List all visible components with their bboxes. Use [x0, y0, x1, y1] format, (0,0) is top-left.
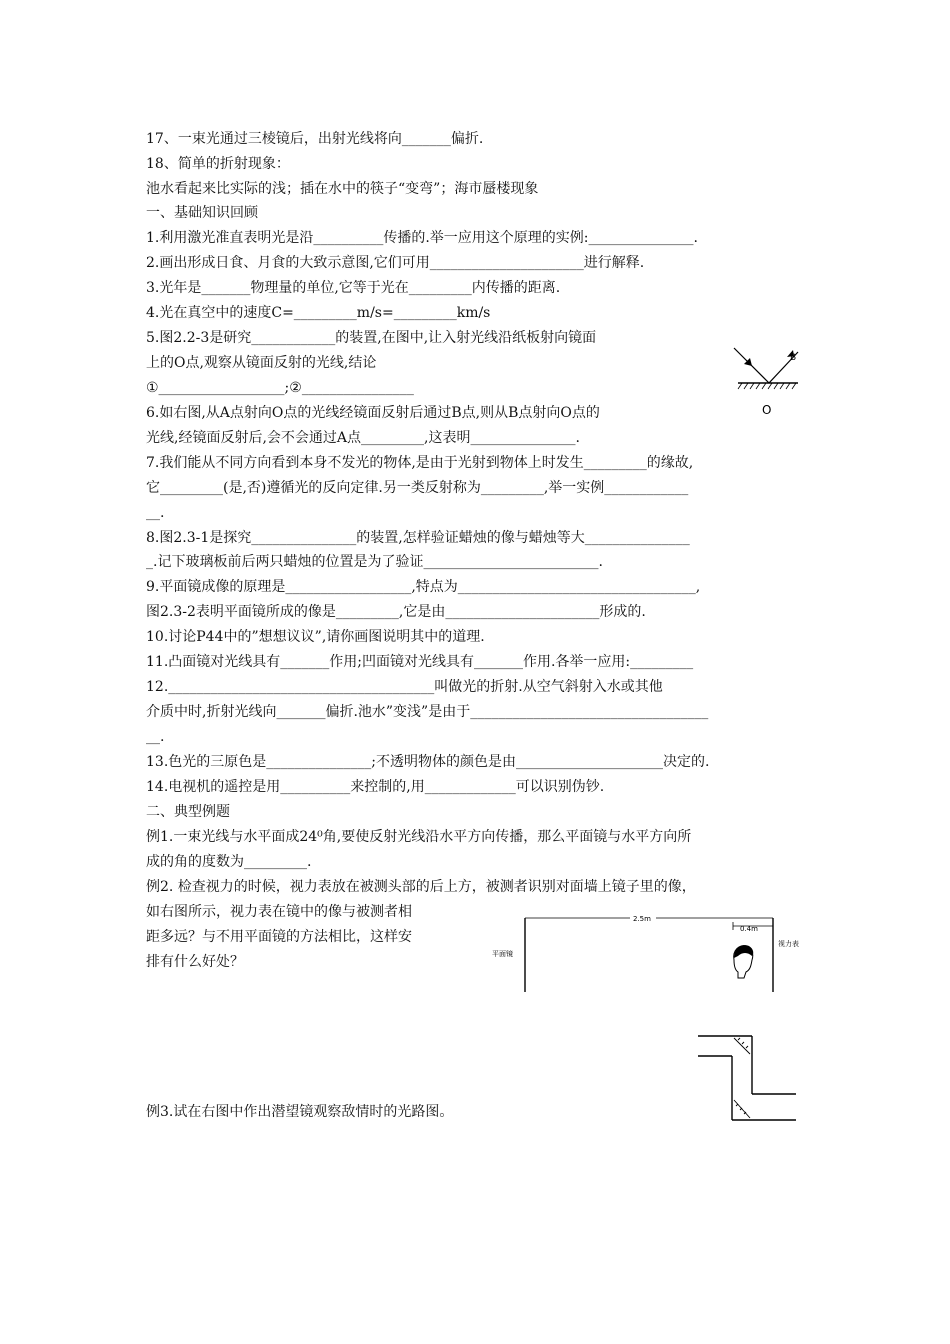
eye-chart-label: 视力表 — [778, 940, 799, 948]
line-basic-2: 2.画出形成日食、月食的大致示意图,它们可用______________________进行解释. — [146, 255, 645, 271]
line-basic-3: 3.光年是_______物理量的单位,它等于光在_________内传播的距离. — [146, 280, 561, 296]
line-example-2c: 距多远？与不用平面镜的方法相比，这样安 — [146, 929, 412, 945]
line-example-1b: 成的角的度数为_________. — [146, 854, 312, 870]
line-basic-12b: 介质中时,折射光线向_______偏折.池水”变浅”是由于__________________________________ — [146, 704, 709, 720]
line-q18-examples: 池水看起来比实际的浅；插在水中的筷子“变弯”；海市蜃楼现象 — [146, 181, 539, 197]
section-heading-basics: 一、基础知识回顾 — [146, 205, 258, 221]
line-basic-11: 11.凸面镜对光线具有_______作用;凹面镜对光线具有_______作用.各举一应用:_________ — [146, 654, 694, 670]
point-b-label: B — [790, 353, 797, 363]
line-example-1a: 例1.一束光线与水平面成24⁰角,要使反射光线沿水平方向传播，那么平面镜与水平方向所 — [146, 829, 692, 845]
line-basic-9a: 9.平面镜成像的原理是__________________,特点为__________________________________, — [146, 579, 701, 595]
eye-test-figure — [488, 910, 818, 994]
line-basic-13: 13.色光的三原色是_______________;不透明物体的颜色是由_____________________决定的. — [146, 754, 710, 770]
line-basic-5b: 上的O点,观察从镜面反射的光线,结论 — [146, 355, 377, 371]
line-basic-6a: 6.如右图,从A点射向O点的光线经镜面反射后通过B点,则从B点射向O点的 — [146, 405, 600, 421]
line-example-2b: 如右图所示，视力表在镜中的像与被测者相 — [146, 904, 412, 920]
line-basic-12a: 12.______________________________________叫做光的折射.从空气斜射入水或其他 — [146, 679, 663, 695]
line-basic-7a: 7.我们能从不同方向看到本身不发光的物体,是由于光射到物体上时发生_________的缘故, — [146, 455, 694, 471]
line-example-2d: 排有什么好处？ — [146, 954, 244, 970]
lower-mirror — [734, 1100, 750, 1118]
line-basic-1: 1.利用激光准直表明光是沿__________传播的.举一应用这个原理的实例:_______________. — [146, 230, 698, 246]
periscope-figure — [690, 1030, 800, 1124]
line-example-3: 例3.试在右图中作出潜望镜观察敌情时的光路图。 — [146, 1104, 454, 1120]
person-head-icon — [734, 945, 754, 978]
distance-label-0-4m: 0.4m — [740, 925, 758, 933]
plane-mirror-label: 平面镜 — [492, 950, 513, 958]
line-basic-9b: 图2.3-2表明平面镜所成的像是_________,它是由______________________形成的. — [146, 604, 646, 620]
line-basic-7b: 它_________(是,否)遵循光的反向定律.另一类反射称为_________,举一实例____________ — [146, 480, 689, 496]
line-basic-6b: 光线,经镜面反射后,会不会通过A点_________,这表明_______________. — [146, 430, 580, 446]
line-basic-10: 10.讨论P44中的”想想议议”,请你画图说明其中的道理. — [146, 629, 485, 645]
point-o-label: O — [762, 403, 772, 417]
line-basic-12c: __. — [146, 729, 165, 745]
line-basic-8b: _.记下玻璃板前后两只蜡烛的位置是为了验证_________________________. — [146, 554, 603, 570]
line-basic-8a: 8.图2.3-1是探究_______________的装置,怎样验证蜡烛的像与蜡烛等大_______________ — [146, 530, 690, 546]
line-q17: 17、一束光通过三棱镜后，出射光线将向_______偏折. — [146, 131, 484, 147]
line-q18: 18、简单的折射现象： — [146, 156, 290, 172]
line-basic-14: 14.电视机的遥控是用__________来控制的,用_____________可以识别伪钞. — [146, 779, 605, 795]
line-basic-7c: __. — [146, 505, 165, 521]
mirror-hatching — [738, 383, 796, 389]
line-basic-5a: 5.图2.2-3是研究____________的装置,在图中,让入射光线沿纸板射向镜面 — [146, 330, 597, 346]
distance-label-2-5m: 2.5m — [633, 915, 651, 923]
line-basic-4: 4.光在真空中的速度C=_________m/s=_________km/s — [146, 305, 491, 321]
section-heading-examples: 二、典型例题 — [146, 804, 230, 820]
line-example-2a: 例2. 检查视力的时候，视力表放在被测头部的后上方，被测者识别对面墙上镜子里的像， — [146, 879, 696, 895]
reflection-figure — [728, 340, 800, 420]
upper-mirror — [734, 1038, 750, 1054]
line-basic-5c: ①__________________;②________________ — [146, 380, 414, 396]
